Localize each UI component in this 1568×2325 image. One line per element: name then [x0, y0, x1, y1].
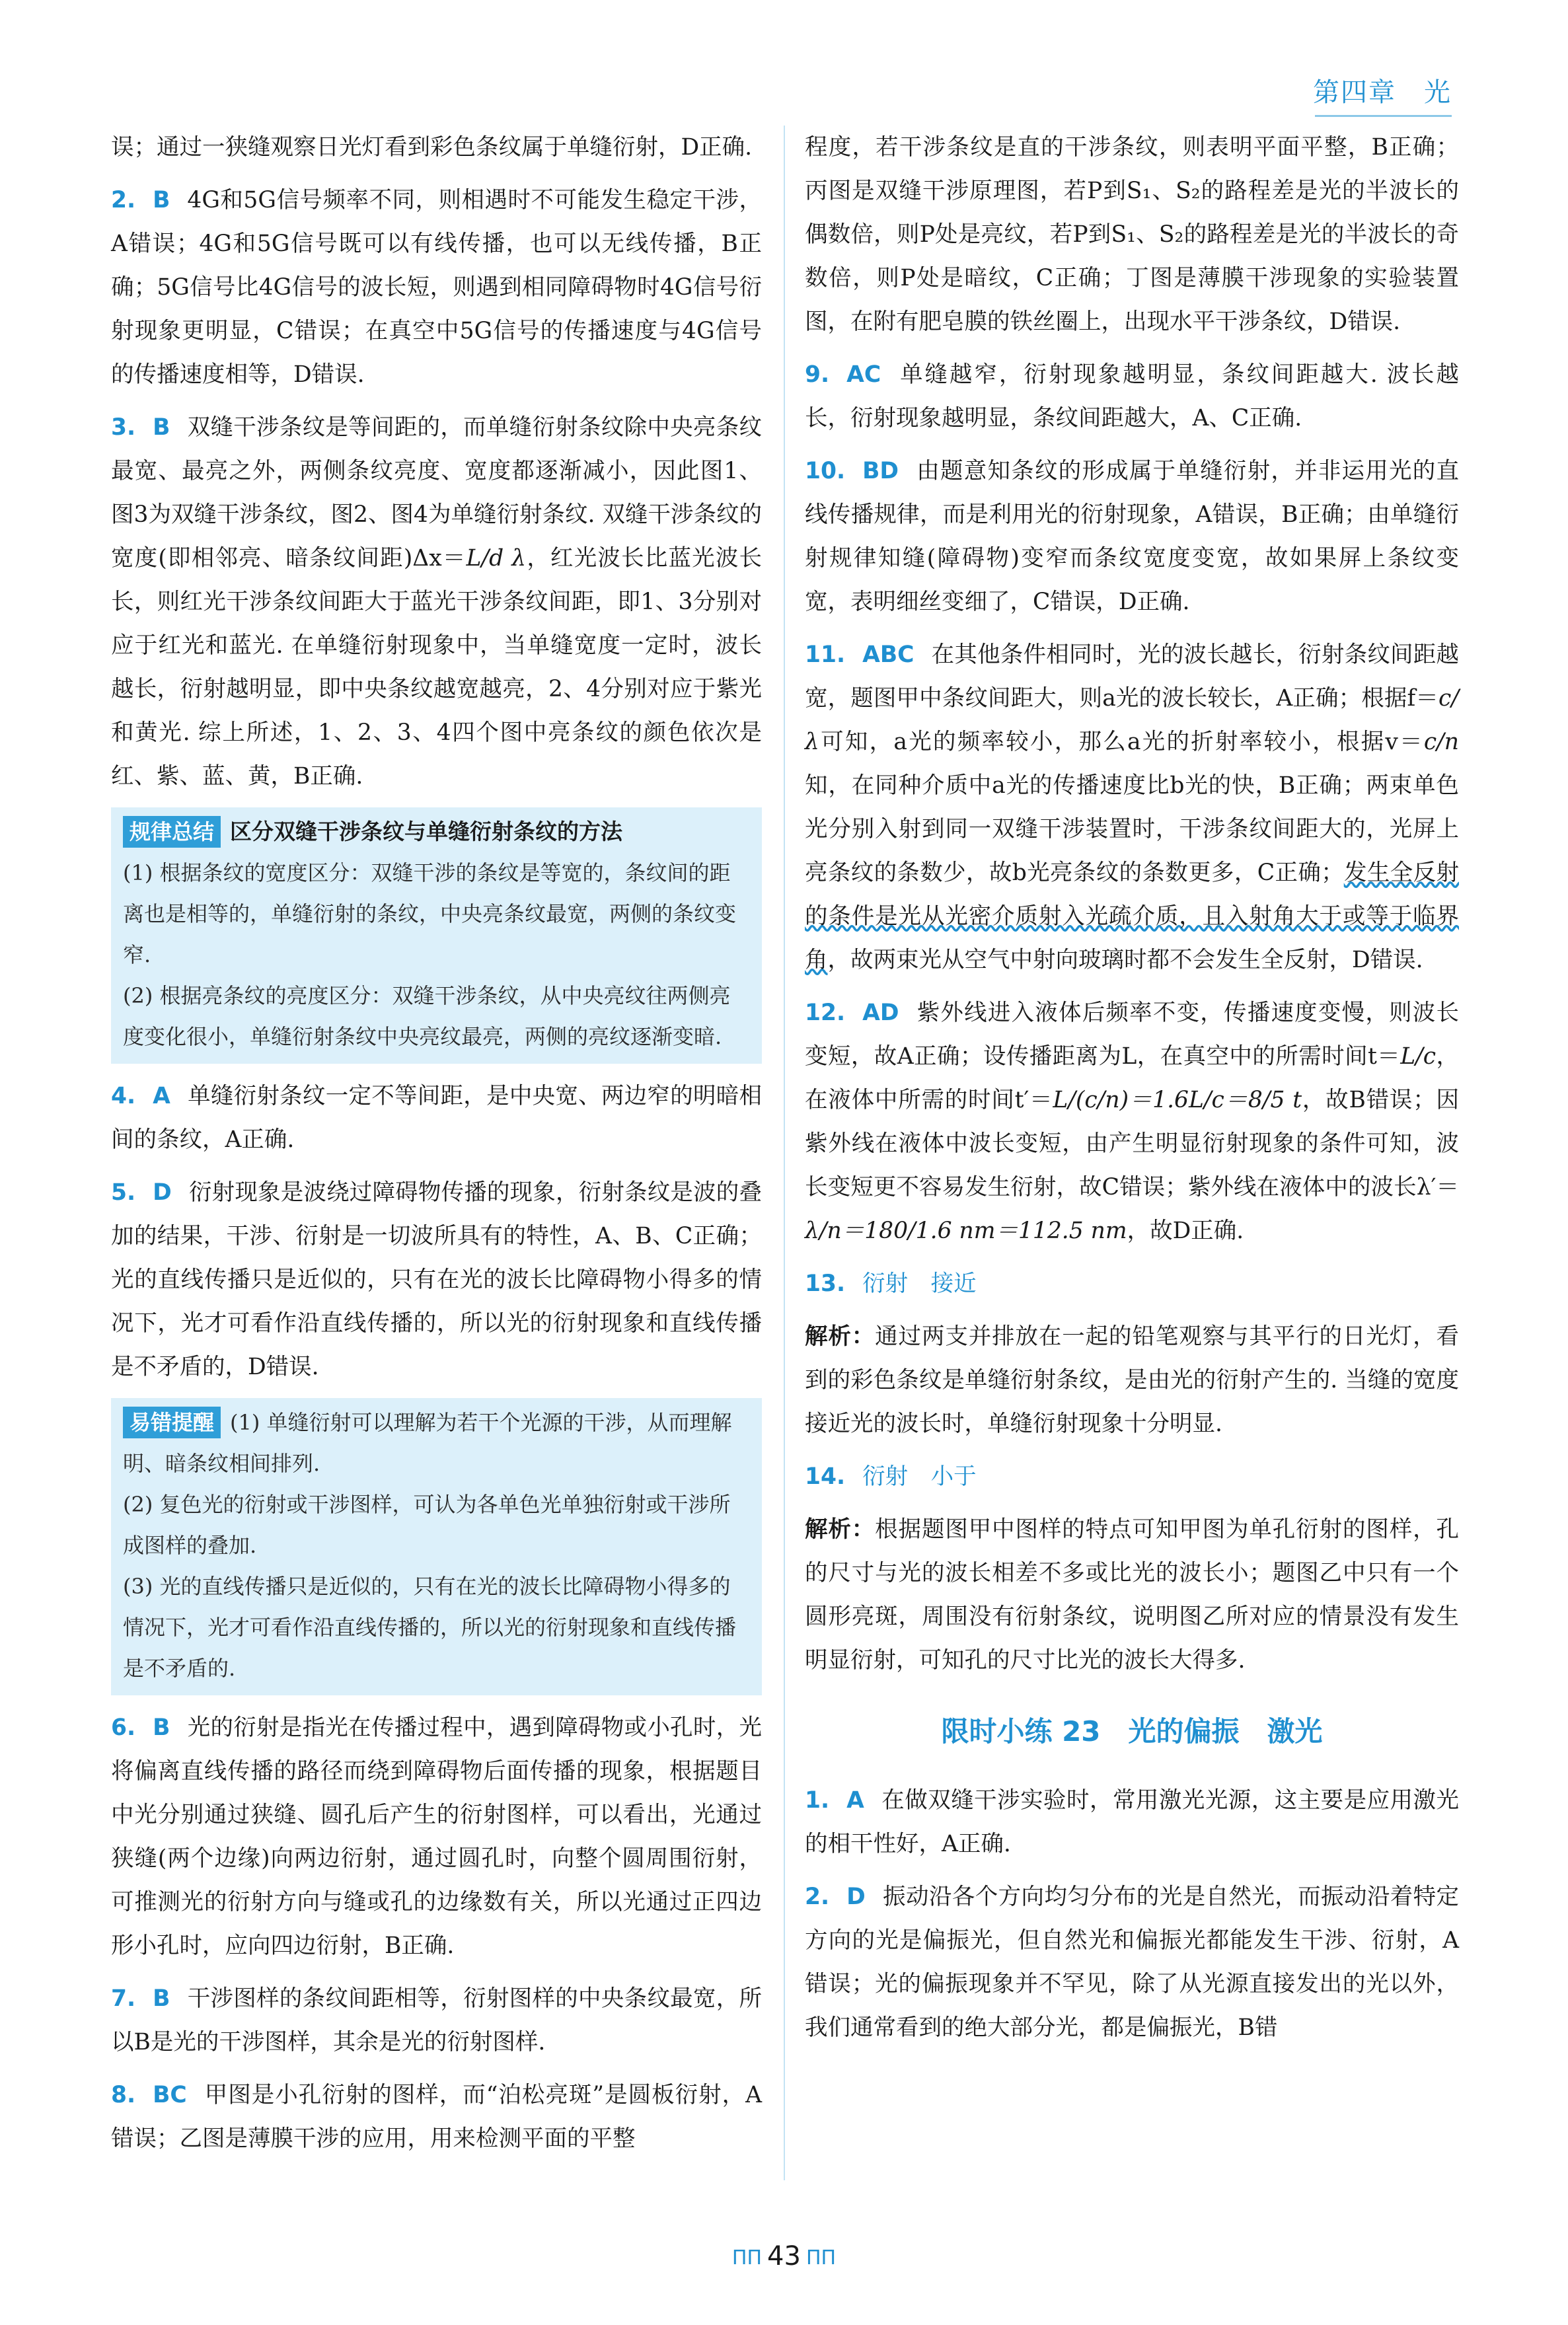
answer: BC	[153, 2082, 187, 2108]
page-number: 43	[767, 2241, 801, 2271]
formula: L/d λ	[466, 545, 527, 572]
section-question-2: 2. D 振动沿各个方向均匀分布的光是自然光，而振动沿着特定方向的光是偏振光，但自然光和偏振光都能发生干涉、衍射，A错误；光的偏振现象并不罕见，除了从光源直接发出的光以外，我们通常看到的绝大部分光，都是偏振光，B错	[805, 1884, 1459, 2041]
answer: B	[153, 1985, 170, 2012]
question-13-solution: 解析：通过两支并排放在一起的铅笔观察与其平行的日光灯，看到的彩色条纹是单缝衍射条纹，是由光的衍射产生的. 当缝的宽度接近光的波长时，单缝衍射现象十分明显.	[805, 1323, 1460, 1437]
answer: D	[153, 1179, 172, 1206]
tip-line: (1) 单缝衍射可以理解为若干个光源的干涉，从而理解明、暗条纹相间排列.	[123, 1410, 732, 1476]
right-column	[805, 126, 1459, 2049]
rule-summary-title: 区分双缝干涉条纹与单缝衍射条纹的方法	[230, 819, 623, 844]
question-3: 3. B 双缝干涉条纹是等间距的，而单缝衍射条纹除中央亮条纹最宽、最亮之外，两侧条纹亮度、宽度都逐渐减小，因此图1、图3为双缝干涉条纹，图2、图4为单缝衍射条纹. 双缝干涉条纹的宽度(即相邻亮、暗条纹间距)Δx＝L/d λ，红光波长比蓝光波长长，则红光干涉条纹间距大于蓝光干涉条纹间距，即1、3分别对应于红光和蓝光. 在单缝衍射现象中，当单缝宽度一定时，波长越长，衍射越明显，即中央条纹越宽越亮，2、4分别对应于紫光和黄光. 综上所述，1、2、3、4四个图中亮条纹的颜色依次是红、紫、蓝、黄，B正确.	[111, 414, 762, 790]
answer: A	[153, 1083, 170, 1109]
question-11: 11. ABC 在其他条件相同时，光的波长越长，衍射条纹间距越宽，题图甲中条纹间距大，则a光的波长较长，A正确；根据f＝c/λ可知，a光的频率较小，那么a光的折射率较小，根据v＝c/n知，在同种介质中a光的传播速度比b光的快，B正确；两束单色光分别入射到同一双缝干涉装置时，干涉条纹间距大的，光屏上亮条纹的条数少，故b光亮条纹的条数更多，C正确；发生全反射的条件是光从光密介质射入光疏介质，且入射角大于或等于临界角，故两束光从空气中射向玻璃时都不会发生全反射，D错误.	[805, 642, 1460, 973]
answer: AC	[846, 361, 881, 388]
answer: BD	[862, 458, 899, 484]
question-9: 9. AC 单缝越窄，衍射现象越明显，条纹间距越大. 波长越长，衍射现象越明显，条纹间距越大，A、C正确.	[805, 361, 1459, 431]
question-12: 12. AD 紫外线进入液体后频率不变，传播速度变慢，则波长变短，故A正确；设传播距离为L，在真空中的所需时间t＝L/c，在液体中所需的时间t′＝L/(c/n)＝1.6L/c＝8/5 t，故B错误；因紫外线在液体中波长变短，由产生明显衍射现象的条件可知，波长变短更不容易发生衍射，故C错误；紫外线在液体中的波长λ′＝λ/n＝180/1.6 nm＝112.5 nm，故D正确.	[805, 1000, 1460, 1244]
answer: ABC	[862, 642, 915, 668]
question-14-solution: 解析：根据题图甲中图样的特点可知甲图为单孔衍射的图样，孔的尺寸与光的波长相差不多或比光的波长小；题图乙中只有一个圆形亮斑，周围没有衍射条纹，说明图乙所对应的情景没有发生明显衍射，可知孔的尺寸比光的波长大得多.	[805, 1516, 1460, 1674]
answer: A	[846, 1787, 864, 1814]
q8-continuation: 程度，若干涉条纹是直的干涉条纹，则表明平面平整，B正确；丙图是双缝干涉原理图，若P到S₁、S₂的路程差是光的半波长的偶数倍，则P处是亮纹，若P到S₁、S₂的路程差是光的半波长的奇数倍，则P处是暗纹，C正确；丁图是薄膜干涉现象的实验装置图，在附有肥皂膜的铁丝圈上，出现水平干涉条纹，D错误.	[805, 134, 1459, 335]
formula: L/c	[1400, 1043, 1437, 1070]
chapter-header: 第四章 光	[1313, 77, 1452, 108]
error-warning-box	[111, 1398, 762, 1695]
question-2: 2. B 4G和5G信号频率不同，则相遇时不可能发生稳定干涉，A错误；4G和5G信号既可以有线传播，也可以无线传播，B正确；5G信号比4G信号的波长短，则遇到相同障碍物时4G信号衍射现象更明显，C错误；在真空中5G信号的传播速度与4G信号的传播速度相等，D错误.	[111, 187, 762, 388]
tip-line: (3) 光的直线传播只是近似的，只有在光的波长比障碍物小得多的情况下，光才可看作沿直线传播的，所以光的衍射现象和直线传播是不矛盾的.	[123, 1574, 737, 1681]
formula: λ/n＝180/1.6 nm＝112.5 nm	[805, 1218, 1127, 1244]
formula: L/(c/n)＝1.6L/c＝8/5 t	[1053, 1087, 1302, 1113]
section-question-1: 1. A 在做双缝干涉实验时，常用激光光源，这主要是应用激光的相干性好，A正确.	[805, 1787, 1459, 1857]
formula: c/λ	[805, 685, 1459, 755]
footer-ornament-icon: ΠΠ	[805, 2246, 837, 2270]
question-7: 7. B 干涉图样的条纹间距相等，衍射图样的中央条纹最宽，所以B是光的干涉图样，其余是光的衍射图样.	[111, 1985, 762, 2055]
fill-answer: 衍射 小于	[862, 1463, 977, 1490]
footer-ornament-icon: ΠΠ	[731, 2246, 763, 2270]
formula: c/n	[1423, 729, 1459, 755]
rule-summary-tag: 规律总结	[123, 816, 221, 848]
question-6: 6. B 光的衍射是指光在传播过程中，遇到障碍物或小孔时，光将偏离直线传播的路径而绕到障碍物后面传播的现象，根据题目中光分别通过狭缝、圆孔后产生的衍射图样，可以看出，光通过狭缝(两个边缘)向两边衍射，通过圆孔时，向整个圆周围衍射，可推测光的衍射方向与缝或孔的边缘数有关，所以光通过正四边形小孔时，应向四边衍射，B正确.	[111, 1715, 762, 1959]
answer: B	[153, 1715, 170, 1741]
answer: B	[153, 414, 170, 441]
wavy-underline-text: 发生全反射的条件是光从光密介质射入光疏介质，且入射角大于或等于临界角	[805, 860, 1460, 973]
left-column	[111, 126, 762, 2160]
answer: D	[846, 1884, 866, 1910]
question-4: 4. A 单缝衍射条纹一定不等间距，是中央宽、两边窄的明暗相间的条纹，A正确.	[111, 1083, 762, 1153]
q1-continuation: 误；通过一狭缝观察日光灯看到彩色条纹属于单缝衍射，D正确.	[111, 134, 753, 161]
answer: B	[153, 187, 170, 213]
header-rule	[1315, 115, 1452, 117]
tip-line: (1) 根据条纹的宽度区分：双缝干涉的条纹是等宽的，条纹间的距离也是相等的，单缝衍射的条纹，中央亮条纹最宽，两侧的条纹变窄.	[123, 860, 737, 967]
answer: AD	[862, 1000, 899, 1026]
error-warning-tag: 易错提醒	[123, 1407, 221, 1438]
question-13: 13. 衍射 接近	[805, 1271, 977, 1297]
page-footer	[0, 2241, 1568, 2271]
fill-answer: 衍射 接近	[862, 1271, 977, 1297]
question-8: 8. BC 甲图是小孔衍射的图样，而“泊松亮斑”是圆板衍射，A错误；乙图是薄膜干涉的应用，用来检测平面的平整	[111, 2082, 762, 2152]
column-divider	[784, 126, 785, 2180]
section-title: 限时小练 23 光的偏振 激光	[941, 1715, 1323, 1748]
tip-line: (2) 复色光的衍射或干涉图样，可认为各单色光单独衍射或干涉所成图样的叠加.	[123, 1492, 731, 1558]
solution-label: 解析：	[805, 1323, 876, 1350]
tip-line: (2) 根据亮条纹的亮度区分：双缝干涉条纹，从中央亮纹往两侧亮度变化很小，单缝衍射条纹中央亮纹最亮，两侧的亮纹逐渐变暗.	[123, 983, 731, 1049]
question-5: 5. D 衍射现象是波绕过障碍物传播的现象，衍射条纹是波的叠加的结果，干涉、衍射是一切波所具有的特性，A、B、C正确；光的直线传播只是近似的，只有在光的波长比障碍物小得多的情况下，光才可看作沿直线传播的，所以光的衍射现象和直线传播是不矛盾的，D错误.	[111, 1179, 762, 1380]
rule-summary-box	[111, 807, 762, 1064]
solution-label: 解析：	[805, 1516, 876, 1543]
question-10: 10. BD 由题意知条纹的形成属于单缝衍射，并非运用光的直线传播规律，而是利用光的衍射现象，A错误，B正确；由单缝衍射规律知缝(障碍物)变窄而条纹宽度变宽，故如果屏上条纹变宽，表明细丝变细了，C错误，D正确.	[805, 458, 1459, 615]
question-14: 14. 衍射 小于	[805, 1463, 977, 1490]
